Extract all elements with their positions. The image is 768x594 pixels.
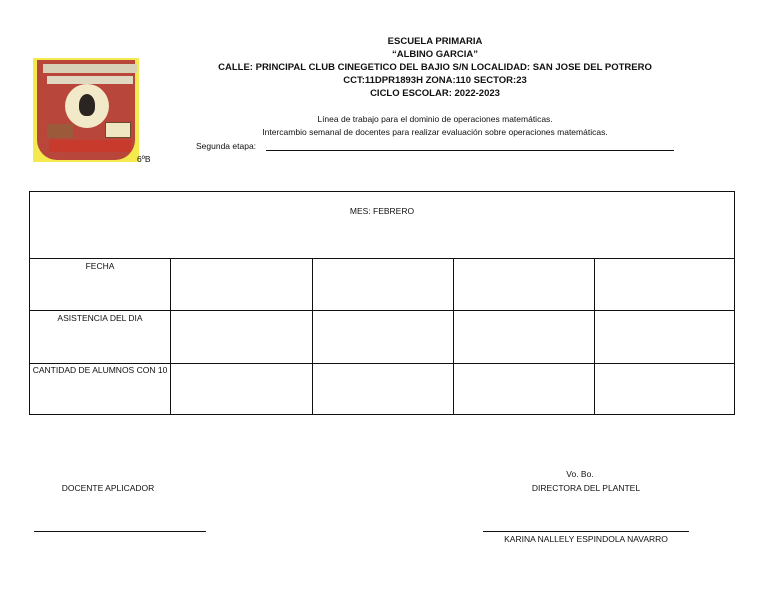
table-divider (30, 310, 734, 311)
segunda-etapa-line (266, 150, 674, 151)
logo-building (47, 124, 73, 138)
logo-shield (37, 60, 135, 160)
evaluation-table (29, 191, 735, 415)
right-signature-label: DIRECTORA DEL PLANTEL (531, 483, 641, 493)
logo-portrait (65, 84, 109, 128)
vobo-label: Vo. Bo. (566, 469, 594, 479)
row-label-fecha: FECHA (85, 261, 115, 271)
row-label-cantidad: CANTIDAD DE ALUMNOS CON 10 (32, 365, 168, 375)
left-signature-label: DOCENTE APLICADOR (61, 483, 155, 493)
table-column-divider (594, 258, 595, 414)
table-divider (30, 258, 734, 259)
work-line-text: Línea de trabajo para el dominio de operaciones matemáticas. (317, 114, 553, 124)
school-name: “ALBINO GARCIA” (391, 49, 479, 60)
director-name: KARINA NALLELY ESPINDOLA NAVARRO (504, 534, 668, 544)
grade-label: 6ºB (137, 154, 151, 164)
row-label-asistencia: ASISTENCIA DEL DIA (57, 313, 143, 323)
month-label: MES: FEBRERO (349, 206, 415, 216)
school-address: CALLE: PRINCIPAL CLUB CINEGETICO DEL BAJIO S/N LOCALIDAD: SAN JOSE DEL POTRERO (218, 62, 652, 73)
logo-portrait-head (79, 94, 95, 116)
logo-band (43, 64, 137, 73)
table-column-divider (453, 258, 454, 414)
school-cct-zone: CCT:11DPR1893H ZONA:110 SECTOR:23 (343, 75, 527, 86)
logo-book-icon (105, 122, 131, 138)
segunda-etapa-label: Segunda etapa: (196, 141, 257, 151)
exchange-text: Intercambio semanal de docentes para realizar evaluación sobre operaciones matemáticas. (262, 127, 608, 137)
school-cycle: CICLO ESCOLAR: 2022-2023 (370, 88, 500, 99)
right-signature-line (483, 531, 689, 532)
school-type: ESCUELA PRIMARIA (387, 36, 483, 47)
logo-base (49, 140, 131, 152)
logo-inner-band (47, 76, 133, 84)
table-column-divider (170, 258, 171, 414)
school-logo (33, 58, 139, 162)
left-signature-line (34, 531, 206, 532)
table-column-divider (312, 258, 313, 414)
